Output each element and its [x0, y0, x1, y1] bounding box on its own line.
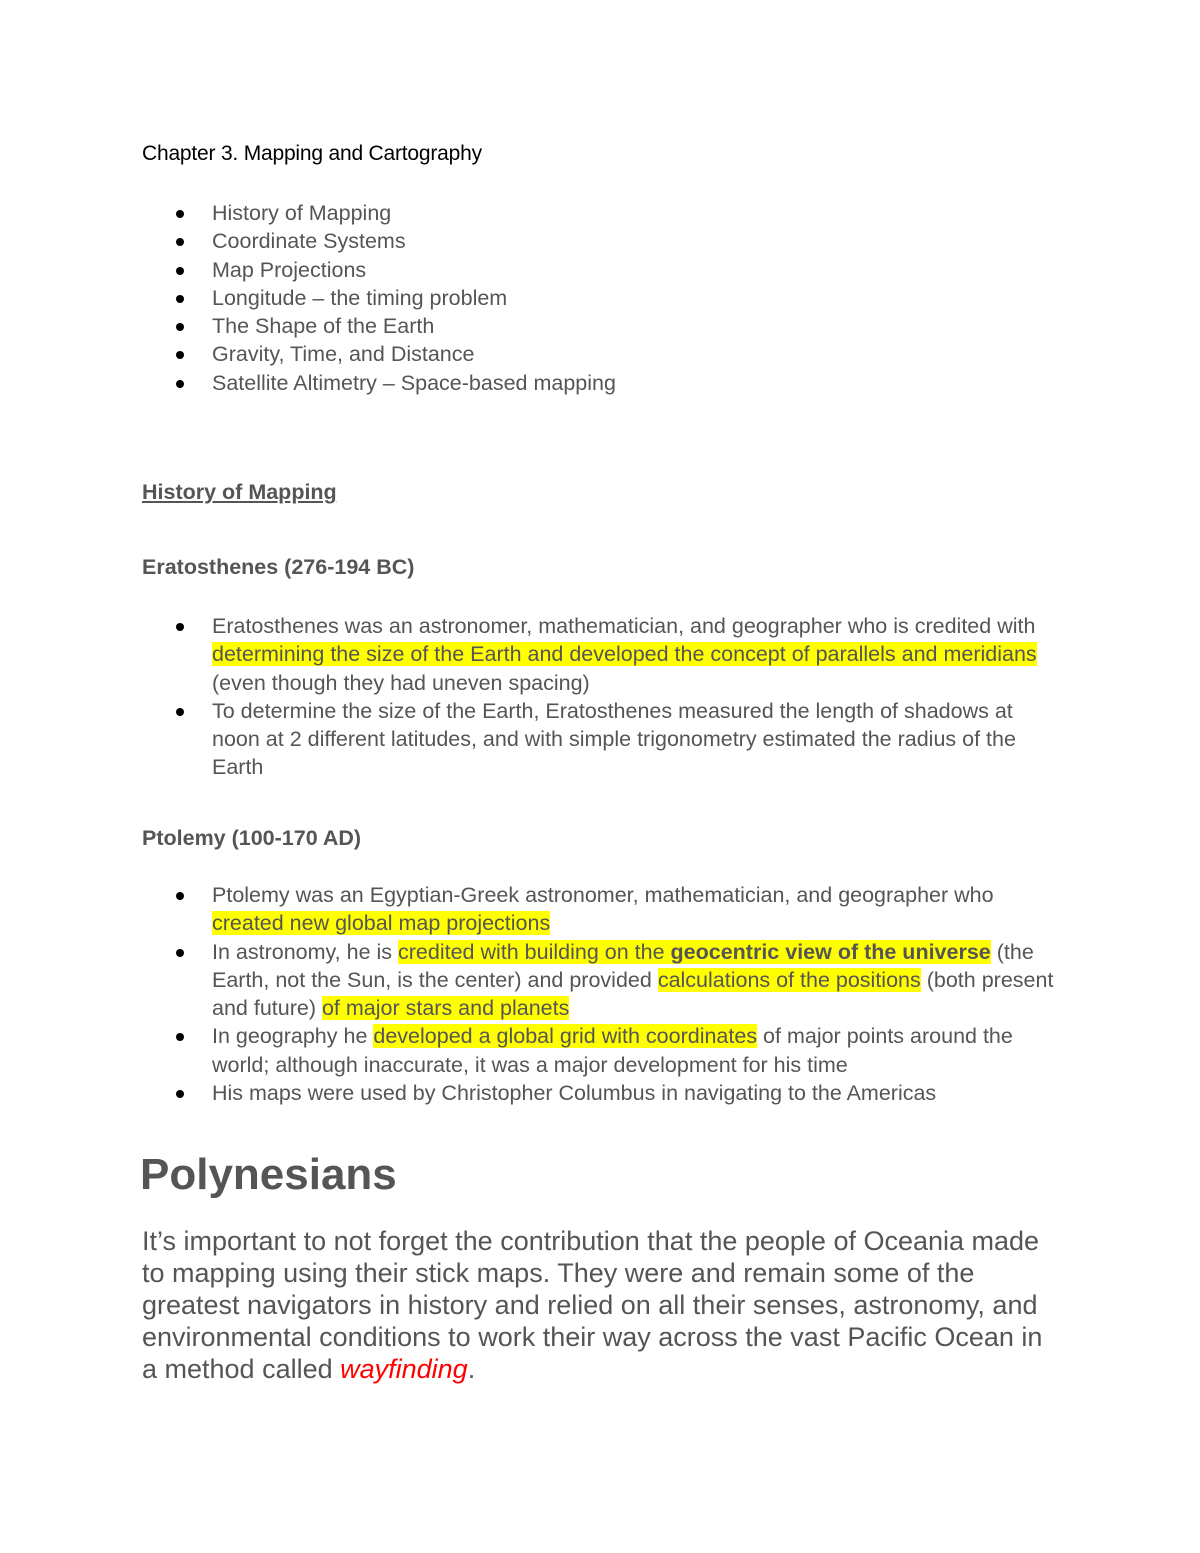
ptolemy-bullets — [142, 881, 1057, 1107]
polynesians-paragraph: It’s important to not forget the contribution that the people of Oceania made to mapping using their stick maps. They were and remain some of the greatest navigators in history and relied on all their senses, astronomy, and environmental conditions to work their way across the vast Pacific Ocean in a method called wayfinding. — [142, 1226, 1043, 1384]
toc-item: Satellite Altimetry – Space-based mapping — [142, 369, 1042, 397]
eratosthenes-heading: Eratosthenes (276-194 BC) — [142, 555, 415, 579]
highlighted-text: developed a global grid with coordinates — [373, 1024, 758, 1049]
toc-item: Coordinate Systems — [142, 227, 1042, 255]
polynesians-heading: Polynesians — [140, 1150, 397, 1199]
highlighted-text: determining the size of the Earth and developed the concept of parallels and meridians — [212, 642, 1037, 667]
toc-item: History of Mapping — [142, 199, 1042, 227]
highlighted-text: of major stars and planets — [321, 996, 570, 1021]
toc-item: Gravity, Time, and Distance — [142, 340, 1042, 368]
ptolemy-heading: Ptolemy (100-170 AD) — [142, 826, 362, 850]
emphasized-term: wayfinding — [340, 1354, 468, 1384]
toc-item: Longitude – the timing problem — [142, 284, 1042, 312]
bullet-item: His maps were used by Christopher Columbus in navigating to the Americas — [142, 1079, 1057, 1107]
toc-item: The Shape of the Earth — [142, 312, 1042, 340]
bullet-item: In geography he developed a global grid with coordinates of major points around the world; although inaccurate, it was a major development for his time — [142, 1022, 1057, 1079]
bullet-item: To determine the size of the Earth, Eratosthenes measured the length of shadows at noon at 2 different latitudes, and with simple trigonometry estimated the radius of the Earth — [142, 697, 1052, 782]
highlighted-text: credited with building on the — [398, 939, 671, 964]
toc-item: Map Projections — [142, 256, 1042, 284]
highlighted-text: created new global map projections — [212, 911, 551, 936]
chapter-title: Chapter 3. Mapping and Cartography — [142, 142, 482, 165]
highlighted-text: calculations of the positions — [657, 967, 921, 992]
table-of-contents — [142, 199, 1042, 397]
bullet-item: Ptolemy was an Egyptian-Greek astronomer, mathematician, and geographer who created new global map projections — [142, 881, 1057, 938]
bullet-item: In astronomy, he is credited with building on the geocentric view of the universe (the Earth, not the Sun, is the center) and provided calculations of the positions (both present and future) of major stars and planets — [142, 938, 1057, 1023]
section-heading: History of Mapping — [142, 480, 337, 504]
eratosthenes-bullets — [142, 612, 1052, 782]
highlighted-text: geocentric view of the universe — [670, 939, 991, 964]
bullet-item: Eratosthenes was an astronomer, mathematician, and geographer who is credited with determining the size of the Earth and developed the concept of parallels and meridians (even though they had uneven spacing) — [142, 612, 1052, 697]
